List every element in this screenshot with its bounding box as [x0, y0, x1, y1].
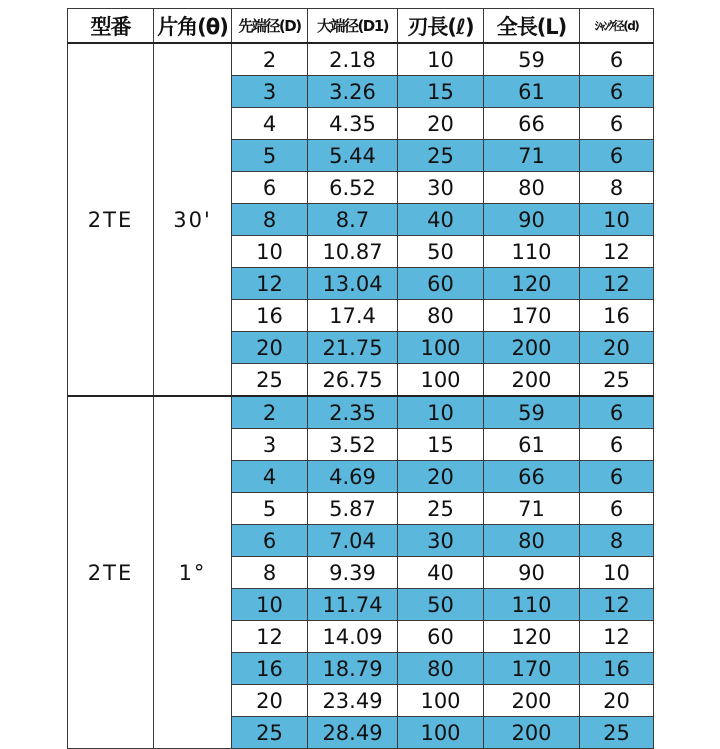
shank-diameter-cell: 12: [580, 589, 654, 621]
total-length-cell: 200: [484, 685, 580, 717]
tip-diameter-cell: 25: [232, 364, 308, 397]
total-length-cell: 90: [484, 557, 580, 589]
tip-diameter-cell: 12: [232, 268, 308, 300]
blade-length-cell: 15: [398, 76, 484, 108]
blade-length-cell: 25: [398, 493, 484, 525]
total-length-cell: 200: [484, 332, 580, 364]
table-row: [68, 396, 654, 429]
tip-diameter-cell: 16: [232, 653, 308, 685]
tip-diameter-cell: 20: [232, 332, 308, 364]
blade-length-cell: 15: [398, 429, 484, 461]
table-body: [68, 43, 654, 749]
large-diameter-cell: 2.35: [308, 396, 398, 429]
total-length-cell: 200: [484, 717, 580, 749]
blade-length-cell: 10: [398, 396, 484, 429]
large-diameter-cell: 23.49: [308, 685, 398, 717]
shank-diameter-cell: 12: [580, 236, 654, 268]
header-large-diameter: 大端径(D1): [308, 9, 398, 44]
header-blade-length: 刃長(ℓ): [398, 9, 484, 44]
large-diameter-cell: 11.74: [308, 589, 398, 621]
blade-length-cell: 20: [398, 461, 484, 493]
tip-diameter-cell: 12: [232, 621, 308, 653]
shank-diameter-cell: 10: [580, 204, 654, 236]
blade-length-cell: 30: [398, 172, 484, 204]
tip-diameter-cell: 3: [232, 429, 308, 461]
shank-diameter-cell: 16: [580, 653, 654, 685]
shank-diameter-cell: 25: [580, 364, 654, 397]
angle-cell: 1°: [154, 396, 232, 749]
total-length-cell: 90: [484, 204, 580, 236]
header-row: [68, 9, 654, 44]
tip-diameter-cell: 6: [232, 525, 308, 557]
spec-table-container: [67, 8, 654, 749]
shank-diameter-cell: 12: [580, 621, 654, 653]
shank-diameter-cell: 20: [580, 332, 654, 364]
blade-length-cell: 60: [398, 621, 484, 653]
blade-length-cell: 100: [398, 364, 484, 397]
blade-length-cell: 30: [398, 525, 484, 557]
total-length-cell: 59: [484, 43, 580, 76]
total-length-cell: 120: [484, 621, 580, 653]
total-length-cell: 170: [484, 300, 580, 332]
total-length-cell: 110: [484, 236, 580, 268]
shank-diameter-cell: 6: [580, 493, 654, 525]
blade-length-cell: 80: [398, 653, 484, 685]
tip-diameter-cell: 20: [232, 685, 308, 717]
shank-diameter-cell: 16: [580, 300, 654, 332]
large-diameter-cell: 5.87: [308, 493, 398, 525]
tip-diameter-cell: 8: [232, 557, 308, 589]
blade-length-cell: 50: [398, 236, 484, 268]
header-tip-diameter: 先端径(D): [232, 9, 308, 44]
large-diameter-cell: 4.69: [308, 461, 398, 493]
shank-diameter-cell: 25: [580, 717, 654, 749]
large-diameter-cell: 2.18: [308, 43, 398, 76]
total-length-cell: 59: [484, 396, 580, 429]
large-diameter-cell: 17.4: [308, 300, 398, 332]
large-diameter-cell: 6.52: [308, 172, 398, 204]
angle-cell: 30': [154, 43, 232, 396]
blade-length-cell: 10: [398, 43, 484, 76]
large-diameter-cell: 3.26: [308, 76, 398, 108]
total-length-cell: 61: [484, 429, 580, 461]
total-length-cell: 66: [484, 461, 580, 493]
tip-diameter-cell: 6: [232, 172, 308, 204]
large-diameter-cell: 5.44: [308, 140, 398, 172]
tip-diameter-cell: 25: [232, 717, 308, 749]
total-length-cell: 170: [484, 653, 580, 685]
large-diameter-cell: 9.39: [308, 557, 398, 589]
tip-diameter-cell: 10: [232, 236, 308, 268]
total-length-cell: 110: [484, 589, 580, 621]
table-row: [68, 43, 654, 76]
header-model: 型番: [68, 9, 154, 44]
total-length-cell: 80: [484, 172, 580, 204]
blade-length-cell: 100: [398, 685, 484, 717]
blade-length-cell: 100: [398, 332, 484, 364]
shank-diameter-cell: 6: [580, 76, 654, 108]
header-angle: 片角(θ): [154, 9, 232, 44]
total-length-cell: 66: [484, 108, 580, 140]
shank-diameter-cell: 6: [580, 140, 654, 172]
shank-diameter-cell: 8: [580, 525, 654, 557]
tip-diameter-cell: 16: [232, 300, 308, 332]
large-diameter-cell: 3.52: [308, 429, 398, 461]
tip-diameter-cell: 10: [232, 589, 308, 621]
shank-diameter-cell: 10: [580, 557, 654, 589]
large-diameter-cell: 4.35: [308, 108, 398, 140]
large-diameter-cell: 28.49: [308, 717, 398, 749]
shank-diameter-cell: 8: [580, 172, 654, 204]
large-diameter-cell: 18.79: [308, 653, 398, 685]
blade-length-cell: 40: [398, 557, 484, 589]
large-diameter-cell: 26.75: [308, 364, 398, 397]
large-diameter-cell: 10.87: [308, 236, 398, 268]
tip-diameter-cell: 4: [232, 108, 308, 140]
large-diameter-cell: 7.04: [308, 525, 398, 557]
header-total-length: 全長(L): [484, 9, 580, 44]
shank-diameter-cell: 6: [580, 429, 654, 461]
blade-length-cell: 60: [398, 268, 484, 300]
large-diameter-cell: 8.7: [308, 204, 398, 236]
blade-length-cell: 40: [398, 204, 484, 236]
blade-length-cell: 25: [398, 140, 484, 172]
tip-diameter-cell: 2: [232, 43, 308, 76]
tip-diameter-cell: 5: [232, 493, 308, 525]
shank-diameter-cell: 12: [580, 268, 654, 300]
blade-length-cell: 80: [398, 300, 484, 332]
tip-diameter-cell: 3: [232, 76, 308, 108]
header-shank-diameter: ｼｬﾝｸ径(d): [580, 9, 654, 44]
total-length-cell: 71: [484, 140, 580, 172]
total-length-cell: 80: [484, 525, 580, 557]
model-cell: 2TE: [68, 396, 154, 749]
tip-diameter-cell: 4: [232, 461, 308, 493]
blade-length-cell: 20: [398, 108, 484, 140]
total-length-cell: 61: [484, 76, 580, 108]
total-length-cell: 120: [484, 268, 580, 300]
large-diameter-cell: 13.04: [308, 268, 398, 300]
model-cell: 2TE: [68, 43, 154, 396]
tip-diameter-cell: 5: [232, 140, 308, 172]
total-length-cell: 200: [484, 364, 580, 397]
large-diameter-cell: 14.09: [308, 621, 398, 653]
blade-length-cell: 50: [398, 589, 484, 621]
large-diameter-cell: 21.75: [308, 332, 398, 364]
tip-diameter-cell: 2: [232, 396, 308, 429]
shank-diameter-cell: 6: [580, 396, 654, 429]
shank-diameter-cell: 6: [580, 43, 654, 76]
spec-table: [67, 8, 654, 749]
shank-diameter-cell: 6: [580, 461, 654, 493]
shank-diameter-cell: 6: [580, 108, 654, 140]
shank-diameter-cell: 20: [580, 685, 654, 717]
total-length-cell: 71: [484, 493, 580, 525]
tip-diameter-cell: 8: [232, 204, 308, 236]
blade-length-cell: 100: [398, 717, 484, 749]
